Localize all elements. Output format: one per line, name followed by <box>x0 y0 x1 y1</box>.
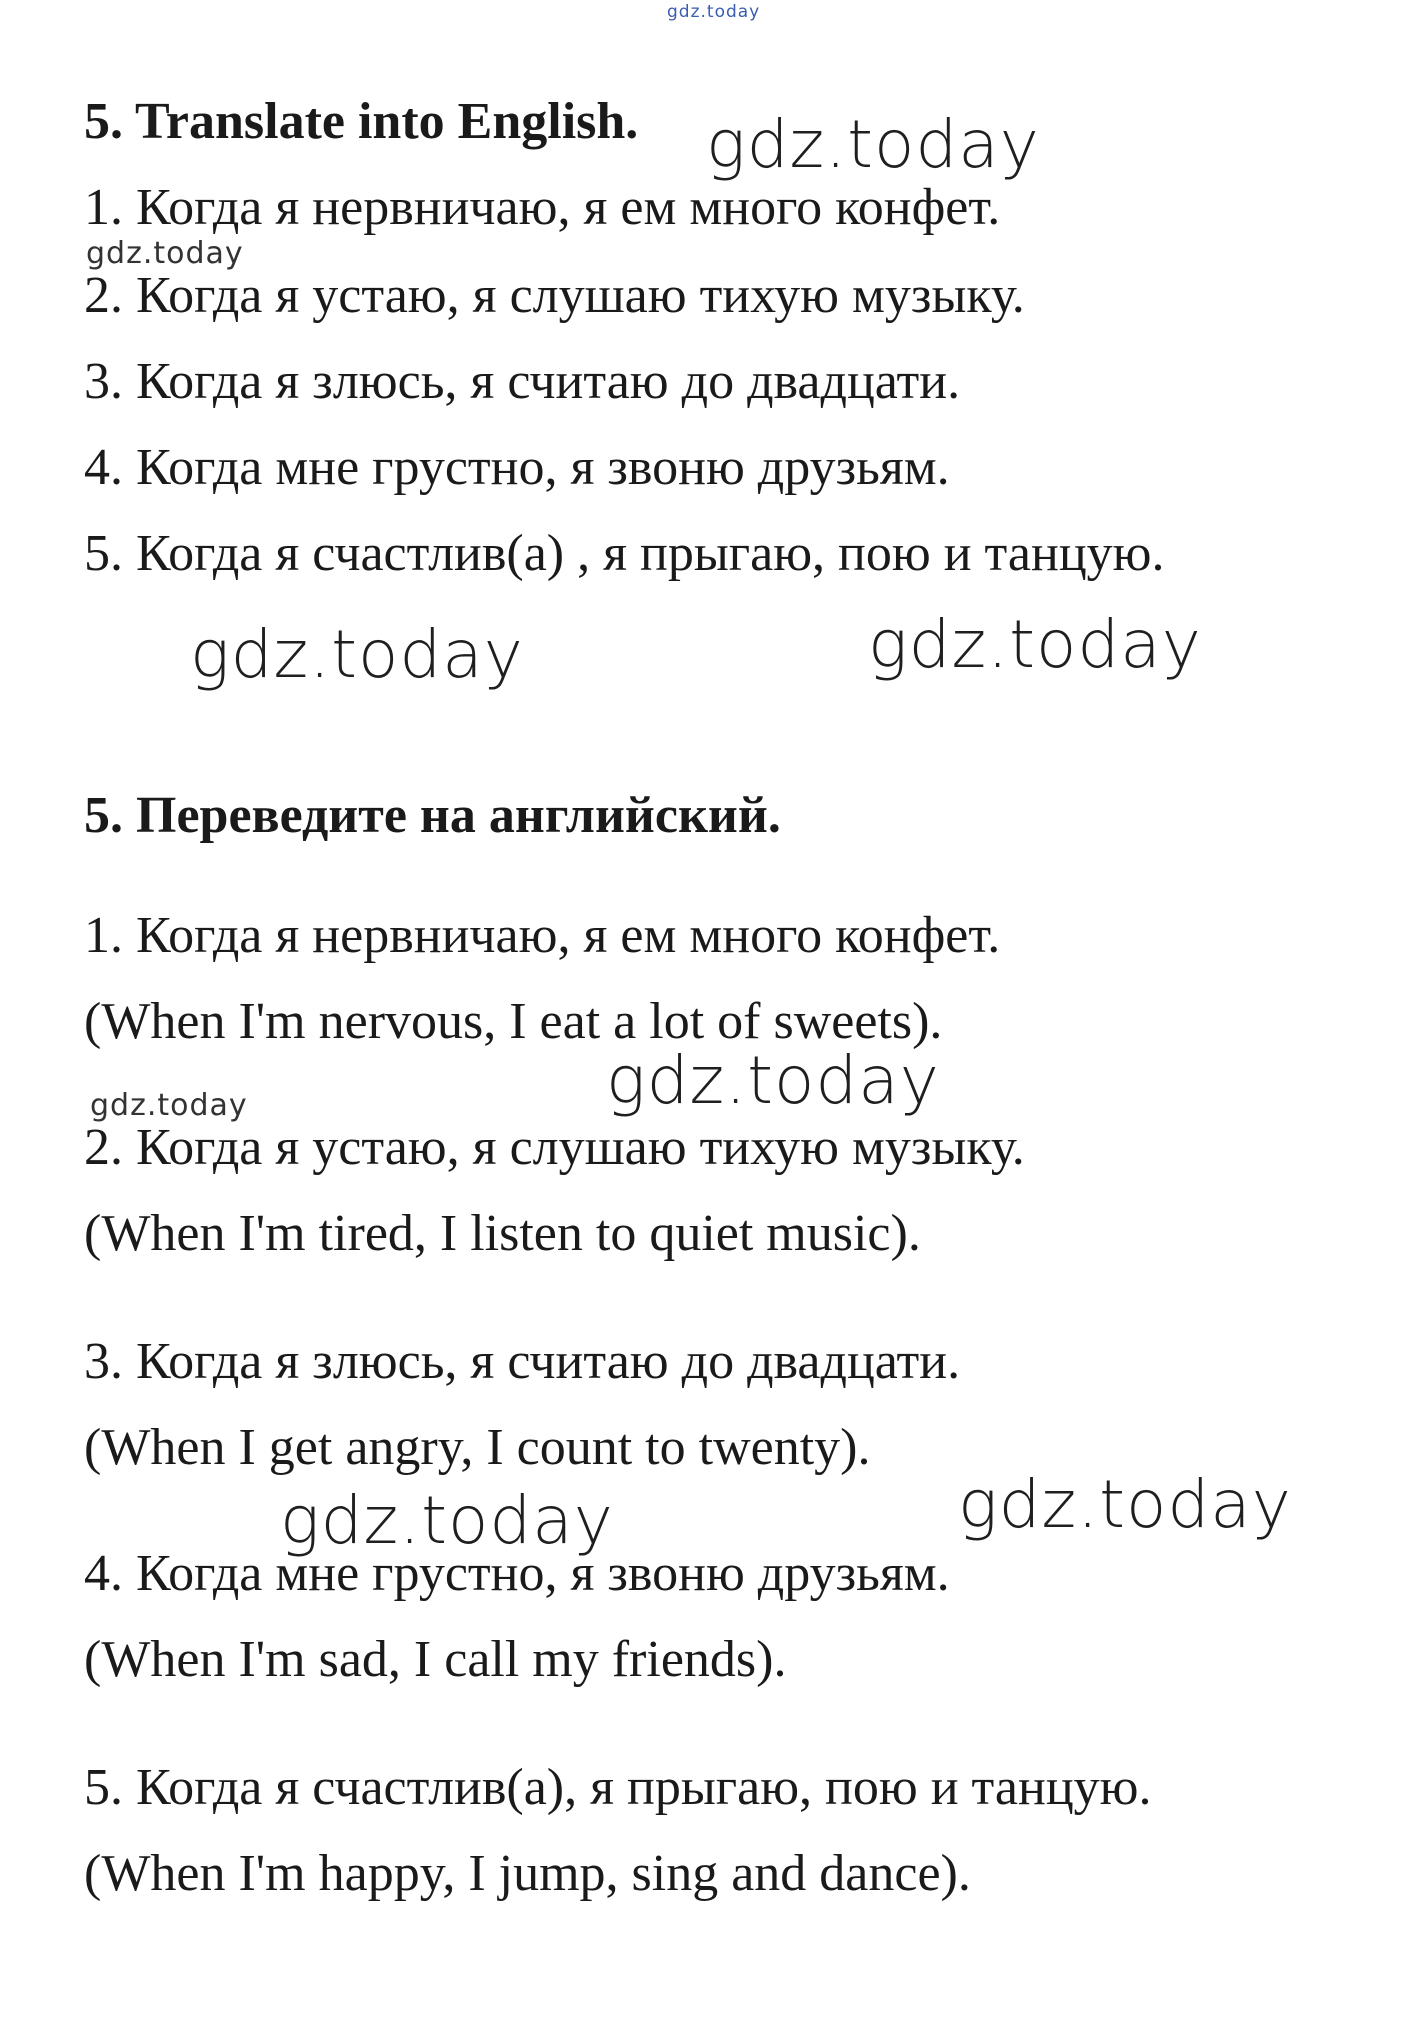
exercise-item: 1. Когда я нервничаю, я ем много конфет. <box>84 179 1001 236</box>
exercise-item: 3. Когда я злюсь, я считаю до двадцати. <box>84 353 961 410</box>
watermark: gdz.today <box>868 606 1202 683</box>
answer-item-ru: 4. Когда мне грустно, я звоню друзьям. <box>84 1545 950 1602</box>
answer-item-ru: 1. Когда я нервничаю, я ем много конфет. <box>84 907 1001 964</box>
exercise-item: 2. Когда я устаю, я слушаю тихую музыку. <box>84 267 1025 324</box>
answer-item-ru: 2. Когда я устаю, я слушаю тихую музыку. <box>84 1119 1025 1176</box>
exercise-item: 5. Когда я счастлив(а) , я прыгаю, пою и танцую. <box>84 525 1165 582</box>
exercise-item: 4. Когда мне грустно, я звоню друзьям. <box>84 439 950 496</box>
watermark: gdz.today <box>958 1466 1292 1543</box>
watermark: gdz.today <box>86 236 244 271</box>
watermark: gdz.today <box>90 1088 248 1123</box>
answer-item-en: (When I'm happy, I jump, sing and dance). <box>84 1845 971 1902</box>
exercise-heading: 5. Translate into English. <box>84 93 639 150</box>
watermark: gdz.today <box>706 106 1040 183</box>
watermark: gdz.today <box>606 1042 940 1119</box>
answer-item-en: (When I'm sad, I call my friends). <box>84 1631 787 1688</box>
watermark: gdz.today <box>190 616 524 693</box>
answer-item-ru: 3. Когда я злюсь, я считаю до двадцати. <box>84 1333 961 1390</box>
answer-item-ru: 5. Когда я счастлив(а), я прыгаю, пою и танцую. <box>84 1759 1152 1816</box>
watermark: gdz.today <box>280 1482 614 1559</box>
answer-heading: 5. Переведите на английский. <box>84 787 781 844</box>
answer-item-en: (When I get angry, I count to twenty). <box>84 1419 871 1476</box>
answer-item-en: (When I'm tired, I listen to quiet music). <box>84 1205 921 1262</box>
watermark-top: gdz.today <box>667 2 761 22</box>
answer-item-en: (When I'm nervous, I eat a lot of sweets). <box>84 993 943 1050</box>
